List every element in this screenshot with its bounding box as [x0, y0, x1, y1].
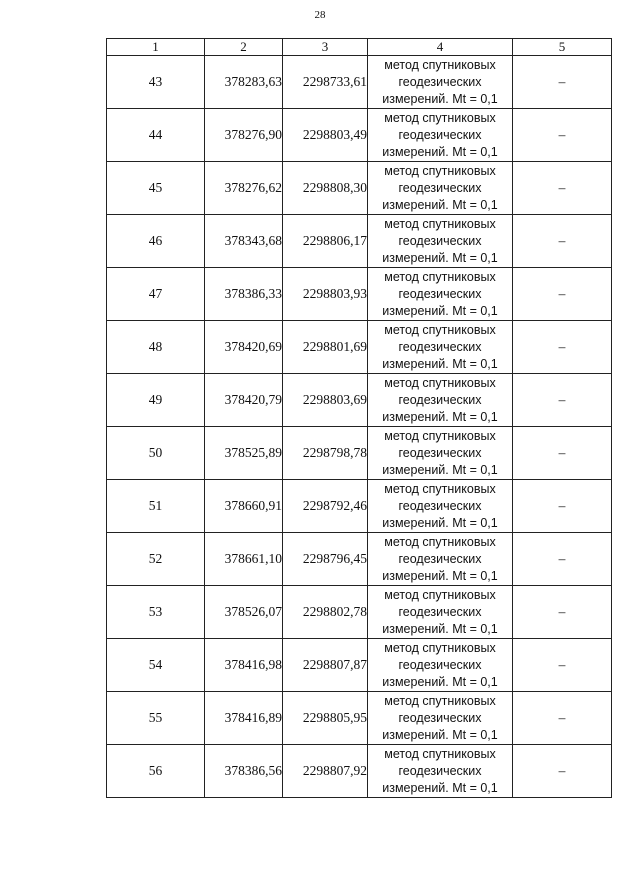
table-row	[107, 215, 612, 268]
coordinate-y: 2298803,49	[283, 109, 368, 162]
point-number: 56	[107, 745, 205, 798]
table-row	[107, 56, 612, 109]
method-line: метод спутниковых	[384, 640, 496, 655]
coordinate-y: 2298807,92	[283, 745, 368, 798]
method-line: геодезических	[398, 180, 482, 195]
table-row	[107, 480, 612, 533]
method-cell	[368, 427, 513, 480]
method-line: геодезических	[398, 498, 482, 513]
method-cell	[368, 215, 513, 268]
table-row	[107, 586, 612, 639]
method-cell	[368, 692, 513, 745]
method-line: метод спутниковых	[384, 587, 496, 602]
point-number: 55	[107, 692, 205, 745]
method-cell	[368, 374, 513, 427]
method-line: метод спутниковых	[384, 428, 496, 443]
method-cell	[368, 109, 513, 162]
coordinate-x: 378386,33	[205, 268, 283, 321]
method-line: геодезических	[398, 657, 482, 672]
coordinate-x: 378416,89	[205, 692, 283, 745]
method-line: метод спутниковых	[384, 693, 496, 708]
point-number: 54	[107, 639, 205, 692]
coordinate-x: 378276,90	[205, 109, 283, 162]
column-5-value: –	[513, 692, 612, 745]
column-5-value: –	[513, 427, 612, 480]
point-number: 47	[107, 268, 205, 321]
method-line: метод спутниковых	[384, 534, 496, 549]
column-header-2: 2	[205, 39, 283, 56]
method-line: измерений. Mt = 0,1	[382, 568, 498, 583]
point-number: 44	[107, 109, 205, 162]
method-line: измерений. Mt = 0,1	[382, 621, 498, 636]
coordinate-y: 2298806,17	[283, 215, 368, 268]
point-number: 45	[107, 162, 205, 215]
point-number: 49	[107, 374, 205, 427]
table-row	[107, 162, 612, 215]
coordinate-y: 2298796,45	[283, 533, 368, 586]
method-cell	[368, 321, 513, 374]
table-row	[107, 268, 612, 321]
point-number: 51	[107, 480, 205, 533]
column-5-value: –	[513, 56, 612, 109]
method-line: измерений. Mt = 0,1	[382, 515, 498, 530]
point-number: 53	[107, 586, 205, 639]
method-line: метод спутниковых	[384, 216, 496, 231]
column-5-value: –	[513, 745, 612, 798]
method-line: геодезических	[398, 710, 482, 725]
method-line: геодезических	[398, 604, 482, 619]
coordinate-x: 378661,10	[205, 533, 283, 586]
column-5-value: –	[513, 268, 612, 321]
method-line: измерений. Mt = 0,1	[382, 197, 498, 212]
method-cell	[368, 162, 513, 215]
coordinate-x: 378420,79	[205, 374, 283, 427]
method-line: измерений. Mt = 0,1	[382, 356, 498, 371]
coordinate-x: 378660,91	[205, 480, 283, 533]
method-line: геодезических	[398, 551, 482, 566]
coordinate-y: 2298807,87	[283, 639, 368, 692]
coordinate-y: 2298808,30	[283, 162, 368, 215]
table-row	[107, 533, 612, 586]
coordinate-y: 2298803,69	[283, 374, 368, 427]
table-header-row	[107, 39, 612, 56]
method-cell	[368, 480, 513, 533]
column-header-5: 5	[513, 39, 612, 56]
table-row	[107, 745, 612, 798]
coordinates-table	[106, 38, 612, 798]
coordinate-y: 2298801,69	[283, 321, 368, 374]
coordinate-x: 378420,69	[205, 321, 283, 374]
method-line: измерений. Mt = 0,1	[382, 780, 498, 795]
method-line: геодезических	[398, 392, 482, 407]
table-row	[107, 639, 612, 692]
point-number: 50	[107, 427, 205, 480]
method-line: измерений. Mt = 0,1	[382, 727, 498, 742]
column-5-value: –	[513, 215, 612, 268]
method-line: геодезических	[398, 445, 482, 460]
table-row	[107, 692, 612, 745]
method-line: метод спутниковых	[384, 269, 496, 284]
page-number: 28	[314, 9, 326, 21]
method-line: метод спутниковых	[384, 163, 496, 178]
table-row	[107, 374, 612, 427]
method-line: метод спутниковых	[384, 110, 496, 125]
coordinate-x: 378343,68	[205, 215, 283, 268]
method-line: измерений. Mt = 0,1	[382, 462, 498, 477]
table-body	[107, 56, 612, 798]
column-5-value: –	[513, 586, 612, 639]
method-cell	[368, 639, 513, 692]
coordinate-y: 2298805,95	[283, 692, 368, 745]
point-number: 46	[107, 215, 205, 268]
column-5-value: –	[513, 480, 612, 533]
method-line: метод спутниковых	[384, 375, 496, 390]
coordinate-x: 378386,56	[205, 745, 283, 798]
method-line: геодезических	[398, 127, 482, 142]
method-line: метод спутниковых	[384, 322, 496, 337]
coordinate-x: 378526,07	[205, 586, 283, 639]
point-number: 43	[107, 56, 205, 109]
coordinate-x: 378416,98	[205, 639, 283, 692]
coordinate-y: 2298802,78	[283, 586, 368, 639]
coordinate-y: 2298803,93	[283, 268, 368, 321]
method-line: измерений. Mt = 0,1	[382, 91, 498, 106]
method-cell	[368, 745, 513, 798]
table-row	[107, 427, 612, 480]
method-line: метод спутниковых	[384, 746, 496, 761]
method-cell	[368, 56, 513, 109]
column-5-value: –	[513, 321, 612, 374]
column-5-value: –	[513, 639, 612, 692]
method-line: измерений. Mt = 0,1	[382, 250, 498, 265]
method-line: измерений. Mt = 0,1	[382, 144, 498, 159]
table-row	[107, 109, 612, 162]
column-header-1: 1	[107, 39, 205, 56]
table-row	[107, 321, 612, 374]
method-cell	[368, 586, 513, 639]
column-5-value: –	[513, 374, 612, 427]
column-5-value: –	[513, 109, 612, 162]
coordinate-y: 2298798,78	[283, 427, 368, 480]
method-cell	[368, 533, 513, 586]
method-line: геодезических	[398, 233, 482, 248]
column-5-value: –	[513, 162, 612, 215]
method-line: геодезических	[398, 74, 482, 89]
column-5-value: –	[513, 533, 612, 586]
method-cell	[368, 268, 513, 321]
column-header-3: 3	[283, 39, 368, 56]
method-line: метод спутниковых	[384, 481, 496, 496]
point-number: 52	[107, 533, 205, 586]
point-number: 48	[107, 321, 205, 374]
coordinate-x: 378276,62	[205, 162, 283, 215]
coordinate-x: 378283,63	[205, 56, 283, 109]
method-line: измерений. Mt = 0,1	[382, 409, 498, 424]
method-line: метод спутниковых	[384, 57, 496, 72]
coordinate-x: 378525,89	[205, 427, 283, 480]
method-line: измерений. Mt = 0,1	[382, 674, 498, 689]
coordinate-y: 2298792,46	[283, 480, 368, 533]
method-line: геодезических	[398, 339, 482, 354]
method-line: геодезических	[398, 286, 482, 301]
method-line: геодезических	[398, 763, 482, 778]
method-line: измерений. Mt = 0,1	[382, 303, 498, 318]
column-header-4: 4	[368, 39, 513, 56]
coordinate-y: 2298733,61	[283, 56, 368, 109]
